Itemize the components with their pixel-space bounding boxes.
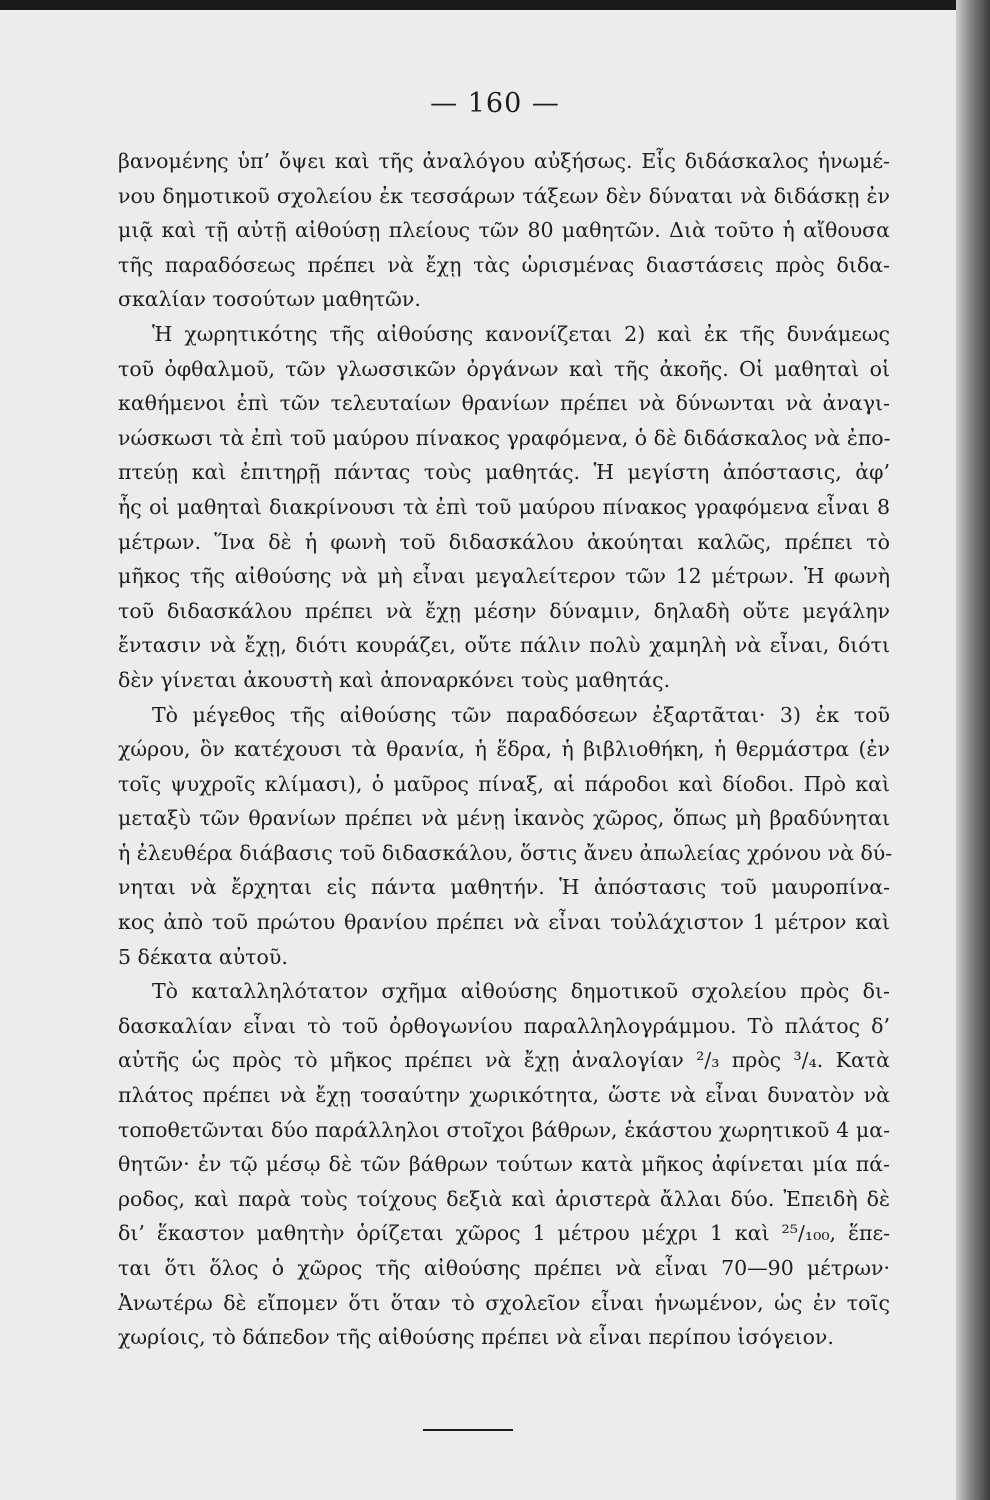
text-line: δὲν γίνεται ἀκουστὴ καὶ ἀποναρκόνει τοὺς μαθητάς. <box>118 667 671 692</box>
text-line: σκαλίαν τοσούτων μαθητῶν. <box>118 287 421 312</box>
text-line: Ἡ χωρητικότης τῆς αἰθούσης κανονίζεται 2) καὶ ἐκ τῆς δυνάμεως <box>152 321 890 346</box>
page-number: — 160 — <box>430 88 560 119</box>
text-line: Τὸ μέγεθος τῆς αἰθούσης τῶν παραδόσεων ἐξαρτᾶται· 3) ἐκ τοῦ <box>152 702 890 727</box>
body-text <box>118 144 893 1355</box>
text-line: χωρίοις, τὸ δάπεδον τῆς αἰθούσης πρέπει νὰ εἶναι περίπου ἰσόγειον. <box>118 1325 834 1350</box>
text-line: πλάτος πρέπει νὰ ἔχῃ τοσαύτην χωρικότητα, ὥστε νὰ εἶναι δυνατὸν νὰ <box>118 1083 890 1108</box>
text-line: ροδος, καὶ παρὰ τοὺς τοίχους δεξιὰ καὶ ἀριστερὰ ἄλλαι δύο. Ἐπειδὴ δὲ <box>118 1186 890 1211</box>
text-line: τοῦ ὀφθαλμοῦ, τῶν γλωσσικῶν ὀργάνων καὶ τῆς ἀκοῆς. Οἱ μαθηταὶ οἱ <box>118 356 890 381</box>
text-line: καθήμενοι ἐπὶ τῶν τελευταίων θρανίων πρέπει νὰ δύνωνται νὰ ἀναγι- <box>118 391 890 416</box>
text-line: δασκαλίαν εἶναι τὸ τοῦ ὀρθογωνίου παραλληλογράμμου. Τὸ πλάτος δ’ <box>118 1013 890 1038</box>
text-line: μεταξὺ τῶν θρανίων πρέπει νὰ μένῃ ἱκανὸς χῶρος, ὅπως μὴ βραδύνηται <box>118 806 890 831</box>
text-line: αὐτῆς ὡς πρὸς τὸ μῆκος πρέπει νὰ ἔχῃ ἀναλογίαν ²/₃ πρὸς ³/₄. Κατὰ <box>118 1048 890 1073</box>
text-line: 5 δέκατα αὐτοῦ. <box>118 944 288 969</box>
end-rule <box>423 1429 513 1431</box>
text-line: νώσκωσι τὰ ἐπὶ τοῦ μαύρου πίνακος γραφόμενα, ὁ δὲ διδάσκαλος νὰ ἐπο- <box>118 425 891 450</box>
text-line: νου δημοτικοῦ σχολείου ἐκ τεσσάρων τάξεων δὲν δύναται νὰ διδάσκῃ ἐν <box>118 183 890 208</box>
text-line: δι’ ἕκαστον μαθητὴν ὁρίζεται χῶρος 1 μέτρου μέχρι 1 καὶ ²⁵/₁₀₀, ἕπε- <box>118 1221 890 1246</box>
text-line: ται ὅτι ὅλος ὁ χῶρος τῆς αἰθούσης πρέπει νὰ εἶναι 70—90 μέτρων· <box>118 1256 890 1280</box>
scan-top-edge <box>0 0 990 10</box>
text-line: ἔντασιν νὰ ἔχῃ, διότι κουράζει, οὔτε πάλιν πολὺ χαμηλὴ νὰ εἶναι, διότι <box>118 633 890 658</box>
text-line: Ἀνωτέρω δὲ εἴπομεν ὅτι ὅταν τὸ σχολεῖον εἶναι ἡνωμένον, ὡς ἐν τοῖς <box>118 1290 890 1315</box>
text-line: θητῶν· ἐν τῷ μέσῳ δὲ τῶν βάθρων τούτων κατὰ μῆκος ἀφίνεται μία πά- <box>118 1152 890 1177</box>
text-line: μῆκος τῆς αἰθούσης νὰ μὴ εἶναι μεγαλείτερον τῶν 12 μέτρων. Ἡ φωνὴ <box>118 564 890 589</box>
book-gutter-edge <box>956 0 990 1500</box>
text-line: βανομένης ὑπ’ ὄψει καὶ τῆς ἀναλόγου αὐξήσως. Εἷς διδάσκαλος ἡνωμέ- <box>118 149 890 173</box>
text-line: νηται νὰ ἔρχηται εἰς πάντα μαθητήν. Ἡ ἀπόστασις τοῦ μαυροπίνα- <box>118 875 890 900</box>
text-line: μέτρων. Ἵνα δὲ ἡ φωνὴ τοῦ διδασκάλου ἀκούηται καλῶς, πρέπει τὸ <box>118 529 890 554</box>
text-line: τοῖς ψυχροῖς κλίμασι), ὁ μαῦρος πίναξ, αἱ πάροδοι καὶ δίοδοι. Πρὸ καὶ <box>118 771 890 796</box>
text-line: κος ἀπὸ τοῦ πρώτου θρανίου πρέπει νὰ εἶναι τοὐλάχιστον 1 μέτρον καὶ <box>118 910 890 935</box>
text-line: Τὸ καταλληλότατον σχῆμα αἰθούσης δημοτικοῦ σχολείου πρὸς δι- <box>152 979 890 1004</box>
text-line: τοποθετῶνται δύο παράλληλοι στοῖχοι βάθρων, ἑκάστου χωρητικοῦ 4 μα- <box>118 1117 890 1142</box>
text-line: πτεύῃ καὶ ἐπιτηρῇ πάντας τοὺς μαθητάς. Ἡ μεγίστη ἀπόστασις, ἀφ’ <box>118 460 890 485</box>
text-line: τοῦ διδασκάλου πρέπει νὰ ἔχῃ μέσην δύναμιν, δηλαδὴ οὔτε μεγάλην <box>118 598 890 623</box>
text-line: ἡ ἐλευθέρα διάβασις τοῦ διδασκάλου, ὅστις ἄνευ ἀπωλείας χρόνου νὰ δύ- <box>118 840 893 865</box>
text-line: τῆς παραδόσεως πρέπει νὰ ἔχῃ τὰς ὡρισμένας διαστάσεις πρὸς διδα- <box>118 252 890 277</box>
text-line: χώρου, ὃν κατέχουσι τὰ θρανία, ἡ ἕδρα, ἡ βιβλιοθήκη, ἡ θερμάστρα (ἐν <box>118 737 890 762</box>
text-line: μιᾷ καὶ τῇ αὐτῇ αἰθούσῃ πλείους τῶν 80 μαθητῶν. Διὰ τοῦτο ἡ αἴθουσα <box>118 218 890 243</box>
text-line: ἧς οἱ μαθηταὶ διακρίνουσι τὰ ἐπὶ τοῦ μαύρου πίνακος γραφόμενα εἶναι 8 <box>118 494 890 519</box>
